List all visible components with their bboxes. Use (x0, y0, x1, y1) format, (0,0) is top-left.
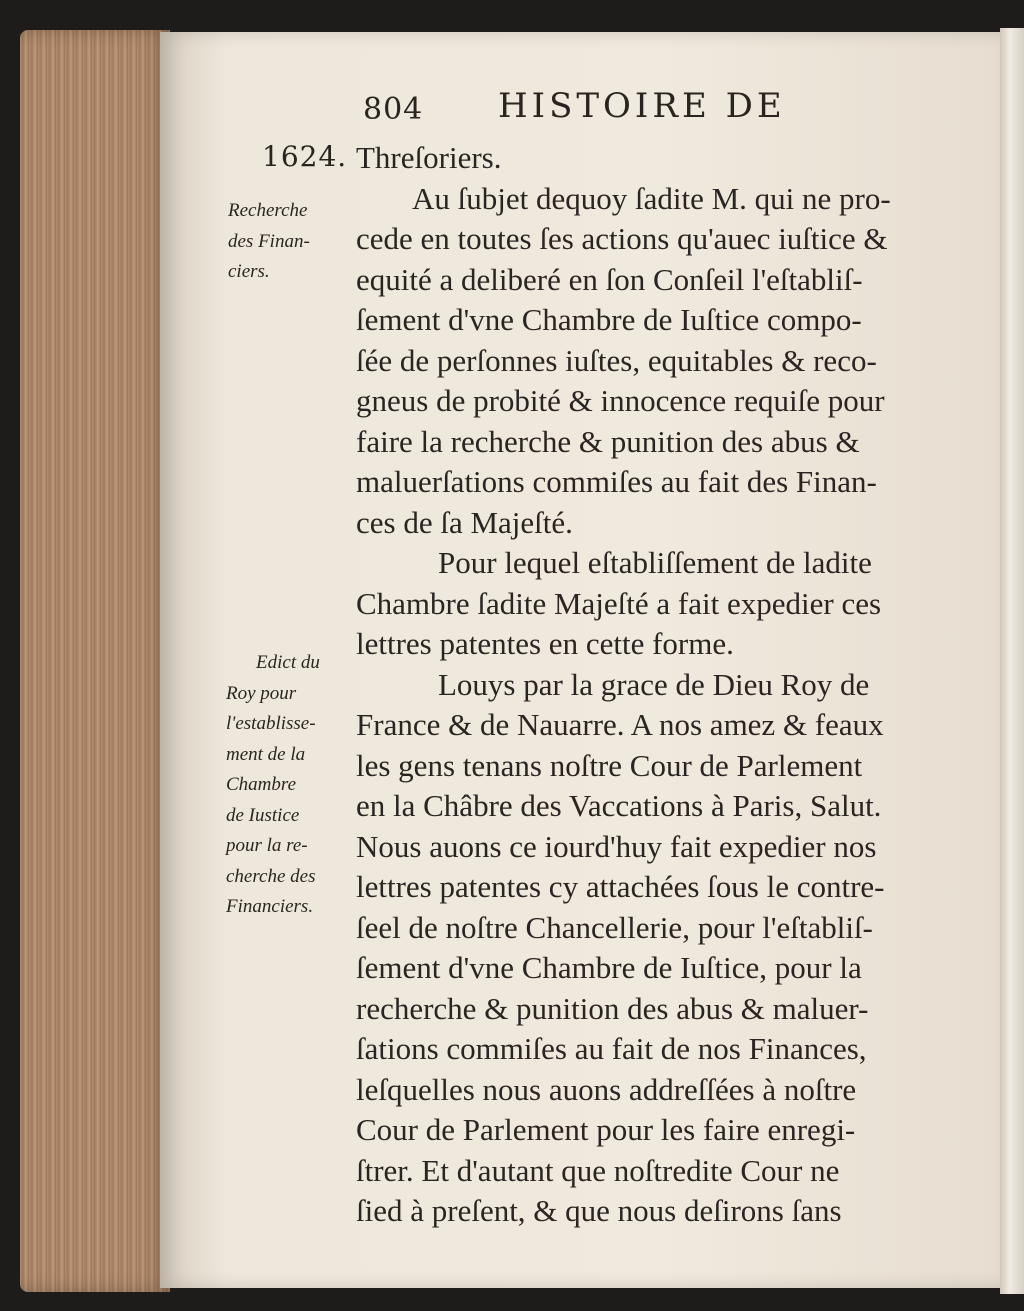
page-number: 804 (363, 92, 424, 127)
margin-note-line: Financiers. (226, 896, 314, 917)
text-line: maluerſations commiſes au fait des Finan- (356, 464, 877, 499)
body-text (356, 138, 968, 1232)
text-line: lettres patentes en cette forme. (356, 626, 734, 661)
margin-note-recherche (228, 196, 356, 288)
margin-year: 1624. (262, 140, 348, 173)
text-line: ſtrer. Et d'autant que noſtredite Cour ne (356, 1152, 840, 1188)
running-title: HISTOIRE DE (498, 86, 786, 126)
text-line: ces de ſa Majeſté. (356, 504, 573, 540)
margin-note-line: des Finan- (228, 230, 310, 252)
facing-page-edge (1000, 28, 1024, 1294)
text-line: ſations commiſes au fait de nos Finances, (356, 1031, 867, 1066)
margin-note-line: pour la re- (226, 835, 308, 856)
text-line: leſquelles nous auons addreſſées à noſtre (356, 1071, 857, 1107)
margin-note-line: ciers. (228, 261, 270, 282)
margin-note-line: Chambre (226, 774, 297, 795)
text-line: ſeel de noſtre Chancellerie, pour l'eſtabliſ- (356, 909, 873, 945)
text-line: Nous auons ce iourd'huy fait expedier nos (356, 828, 877, 864)
text-line: lettres patentes cy attachées ſous le contre- (356, 869, 885, 904)
text-line: Cour de Parlement pour les faire enregi- (356, 1112, 856, 1147)
text-line: cede en toutes ſes actions qu'auec iuſtice & (356, 221, 888, 256)
text-line: ſée de perſonnes iuſtes, equitables & reco- (356, 342, 877, 378)
text-line: ſied à preſent, & que nous deſirons ſans (356, 1193, 842, 1228)
margin-note-line: Edict du (256, 652, 320, 673)
text-line: recherche & punition des abus & maluer- (356, 990, 869, 1026)
text-line: France & de Nauarre. A nos amez & feaux (356, 707, 884, 742)
text-line: ſement d'vne Chambre de Iuſtice compo- (356, 302, 862, 337)
text-line: Au ſubjet dequoy ſadite M. qui ne pro- (412, 180, 891, 216)
book-fore-edge (20, 30, 170, 1292)
text-line: Chambre ſadite Majeſté a fait expedier ces (356, 585, 882, 621)
text-line: les gens tenans noſtre Cour de Parlement (356, 747, 863, 783)
text-line: gneus de probité & innocence requiſe pour (356, 383, 885, 418)
text-line: Louys par la grace de Dieu Roy de (438, 666, 870, 702)
text-line: Pour lequel eſtabliſſement de ladite (438, 545, 872, 580)
margin-note-line: de Iustice (226, 804, 300, 826)
margin-note-edict (226, 648, 354, 923)
text-line: equité a deliberé en ſon Conſeil l'eſtabliſ- (356, 261, 863, 297)
margin-note-line: Recherche (228, 200, 308, 221)
margin-note-line: l'establisse- (226, 713, 316, 734)
text-line: en la Châbre des Vaccations à Paris, Salut. (356, 788, 882, 823)
text-line: Threſoriers. (356, 140, 502, 175)
margin-note-line: ment de la (226, 743, 306, 765)
margin-note-line: Roy pour (226, 682, 297, 704)
text-line: faire la recherche & punition des abus & (356, 423, 860, 459)
margin-note-line: cherche des (226, 865, 316, 887)
text-line: ſement d'vne Chambre de Iuſtice, pour la (356, 950, 862, 985)
